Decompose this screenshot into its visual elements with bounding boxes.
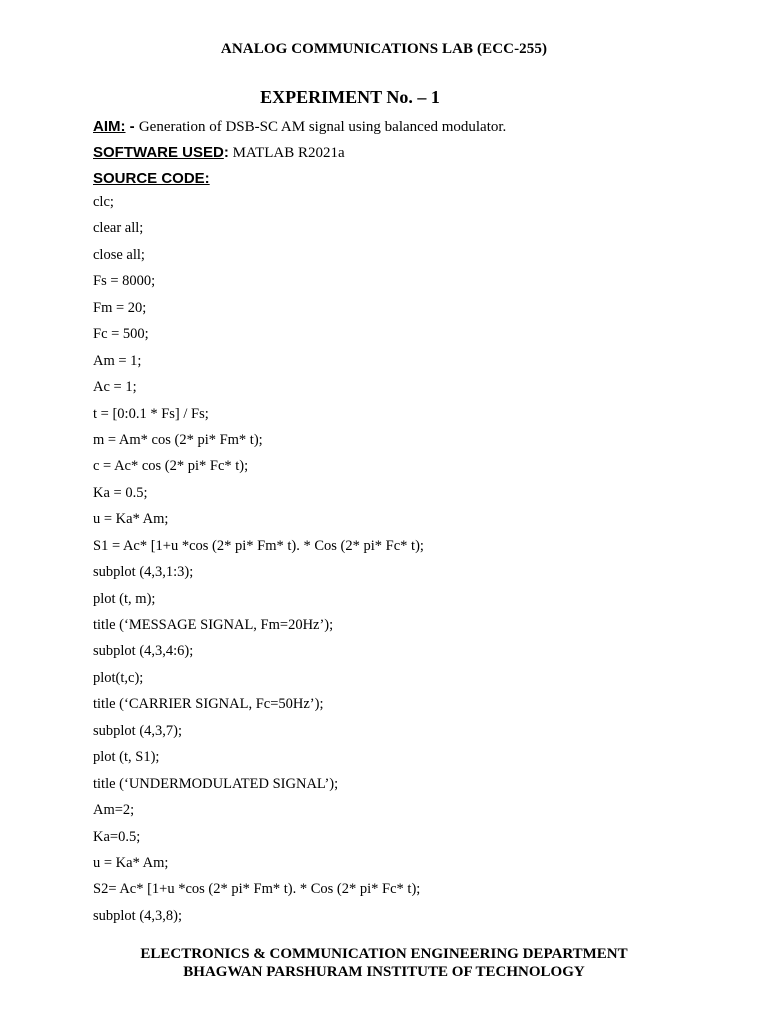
source-code-heading bbox=[93, 170, 210, 188]
code-line: clc; bbox=[93, 194, 114, 210]
code-line: t = [0:0.1 * Fs] / Fs; bbox=[93, 405, 209, 422]
code-line: S2= Ac* [1+u *cos (2* pi* Fm* t). * Cos (2* pi* Fc* t); bbox=[93, 881, 421, 898]
footer-department: ELECTRONICS & COMMUNICATION ENGINEERING DEPARTMENT bbox=[140, 946, 628, 962]
code-line: Am=2; bbox=[93, 802, 135, 819]
code-line: Ka=0.5; bbox=[93, 828, 141, 845]
code-line: m = Am* cos (2* pi* Fm* t); bbox=[93, 431, 263, 448]
aim-separator: - bbox=[125, 118, 139, 135]
code-line: Ac = 1; bbox=[93, 379, 137, 396]
aim-line bbox=[93, 118, 506, 136]
code-line: subplot (4,3,1:3); bbox=[93, 564, 194, 581]
experiment-title: EXPERIMENT No. – 1 bbox=[260, 87, 440, 107]
code-line: Am = 1; bbox=[93, 352, 142, 369]
code-line: c = Ac* cos (2* pi* Fc* t); bbox=[93, 458, 249, 475]
code-line: Ka = 0.5; bbox=[93, 484, 148, 501]
code-line: subplot (4,3,8); bbox=[93, 907, 183, 924]
code-line: Fs = 8000; bbox=[93, 273, 156, 290]
code-line: subplot (4,3,7); bbox=[93, 722, 183, 739]
software-label: SOFTWARE USED bbox=[93, 144, 224, 161]
code-line: plot(t,c); bbox=[93, 669, 144, 686]
code-line: close all; bbox=[93, 246, 145, 263]
code-line: title (‘UNDERMODULATED SIGNAL’); bbox=[93, 775, 339, 792]
software-line bbox=[93, 144, 345, 162]
code-line: title (‘MESSAGE SIGNAL, Fm=20Hz’); bbox=[93, 617, 334, 633]
software-text: MATLAB R2021a bbox=[228, 145, 345, 161]
code-line: Fm = 20; bbox=[93, 299, 147, 316]
code-line: plot (t, m); bbox=[93, 590, 156, 607]
source-code-label: SOURCE CODE: bbox=[93, 170, 210, 187]
code-line: title (‘CARRIER SIGNAL, Fc=50Hz’); bbox=[93, 696, 324, 713]
code-line: u = Ka* Am; bbox=[93, 854, 169, 871]
aim-text: Generation of DSB-SC AM signal using balanced modulator. bbox=[138, 119, 507, 135]
source-code-block bbox=[93, 192, 713, 932]
code-line: plot (t, S1); bbox=[93, 749, 160, 766]
software-separator: : bbox=[223, 144, 229, 161]
code-line: Fc = 500; bbox=[93, 326, 149, 343]
footer-institute: BHAGWAN PARSHURAM INSTITUTE OF TECHNOLOGY bbox=[183, 964, 585, 980]
code-line: clear all; bbox=[93, 220, 144, 237]
aim-label: AIM: bbox=[93, 118, 126, 135]
code-line: u = Ka* Am; bbox=[93, 511, 169, 528]
code-line: subplot (4,3,4:6); bbox=[93, 643, 194, 660]
lab-title: ANALOG COMMUNICATIONS LAB (ECC-255) bbox=[220, 41, 548, 57]
code-line: S1 = Ac* [1+u *cos (2* pi* Fm* t). * Cos (2* pi* Fc* t); bbox=[93, 537, 424, 554]
footer bbox=[0, 945, 768, 981]
